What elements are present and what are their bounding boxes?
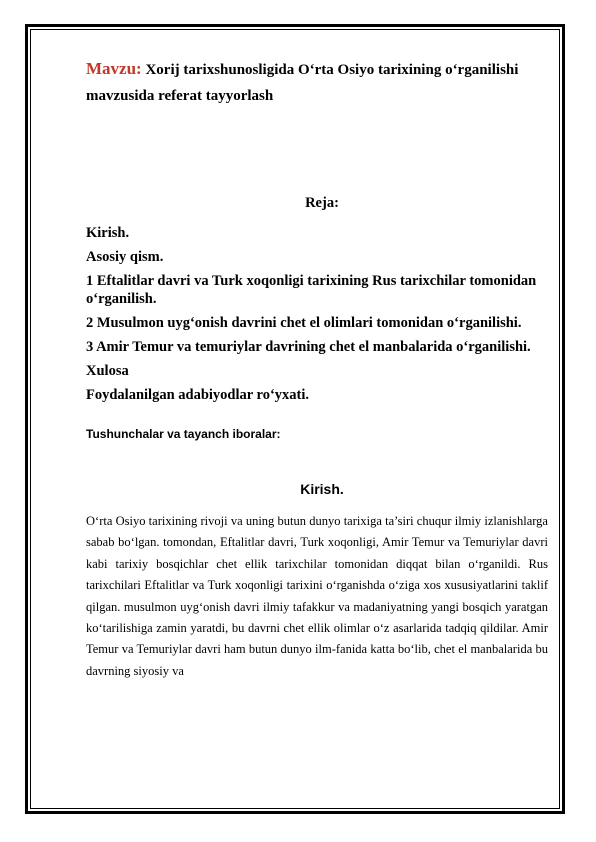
plan-item: Foydalanilgan adabiyodlar ro‘yxati. bbox=[86, 387, 310, 403]
plan-item: 2 Musulmon uyg‘onish davrini chet el olimlari tomonidan o‘rganilishi. bbox=[86, 315, 522, 331]
plan-heading: Reja: bbox=[305, 195, 339, 211]
document-content bbox=[86, 56, 548, 695]
intro-title: Kirish. bbox=[300, 481, 344, 497]
plan-item: 3 Amir Temur va temuriylar davrining chet el manbalarida o‘rganilishi. bbox=[86, 339, 531, 355]
plan-item: 1 Eftalitlar davri va Turk xoqonligi tarixining Rus tarixchilar tomonidan o‘rganilish. bbox=[86, 273, 537, 307]
keywords-heading: Tushunchalar va tayanch iboralar: bbox=[86, 427, 281, 441]
plan-item: Asosiy qism. bbox=[86, 249, 164, 265]
intro-paragraph: O‘rta Osiyo tarixining rivoji va uning butun dunyo tarixiga ta’siri chuqur ilmiy izlanishlarga sabab bo‘lgan. tomondan, Eftalitlar davri, Turk xoqonligi, Amir Temur va Temuriylar davri kabi tarixiy bosqichlar chet ellik tarixchilar tomonidan diqqat bilan o‘rganildi. Rus tarixchilari Eftalitlar va Turk xoqonligi tarixini o‘rganishda o‘ziga xos xususiyatlarini taklif qilgan. musulmon uyg‘onish davri ilmiy tafakkur va madaniyatning yangi bosqich yaratgan ko‘tarilishiga zamin yaratdi, bu davrni chet ellik olimlar o‘z asarlarida tadqiq qildilar. Amir Temur va Temuriylar davri ham butun dunyo ilm-fanida katta bo‘lib, chet el manbalarida bu davrning siyosiy va bbox=[86, 514, 548, 678]
plan-item: Xulosa bbox=[86, 363, 129, 379]
topic-text: Xorij tarixshunosligida O‘rta Osiyo tarixining o‘rganilishi mavzusida referat tayyorlash bbox=[86, 62, 519, 104]
topic-label: Mavzu: bbox=[86, 59, 142, 78]
plan-item: Kirish. bbox=[86, 225, 130, 241]
topic-heading bbox=[86, 56, 548, 109]
plan-list bbox=[86, 224, 548, 404]
